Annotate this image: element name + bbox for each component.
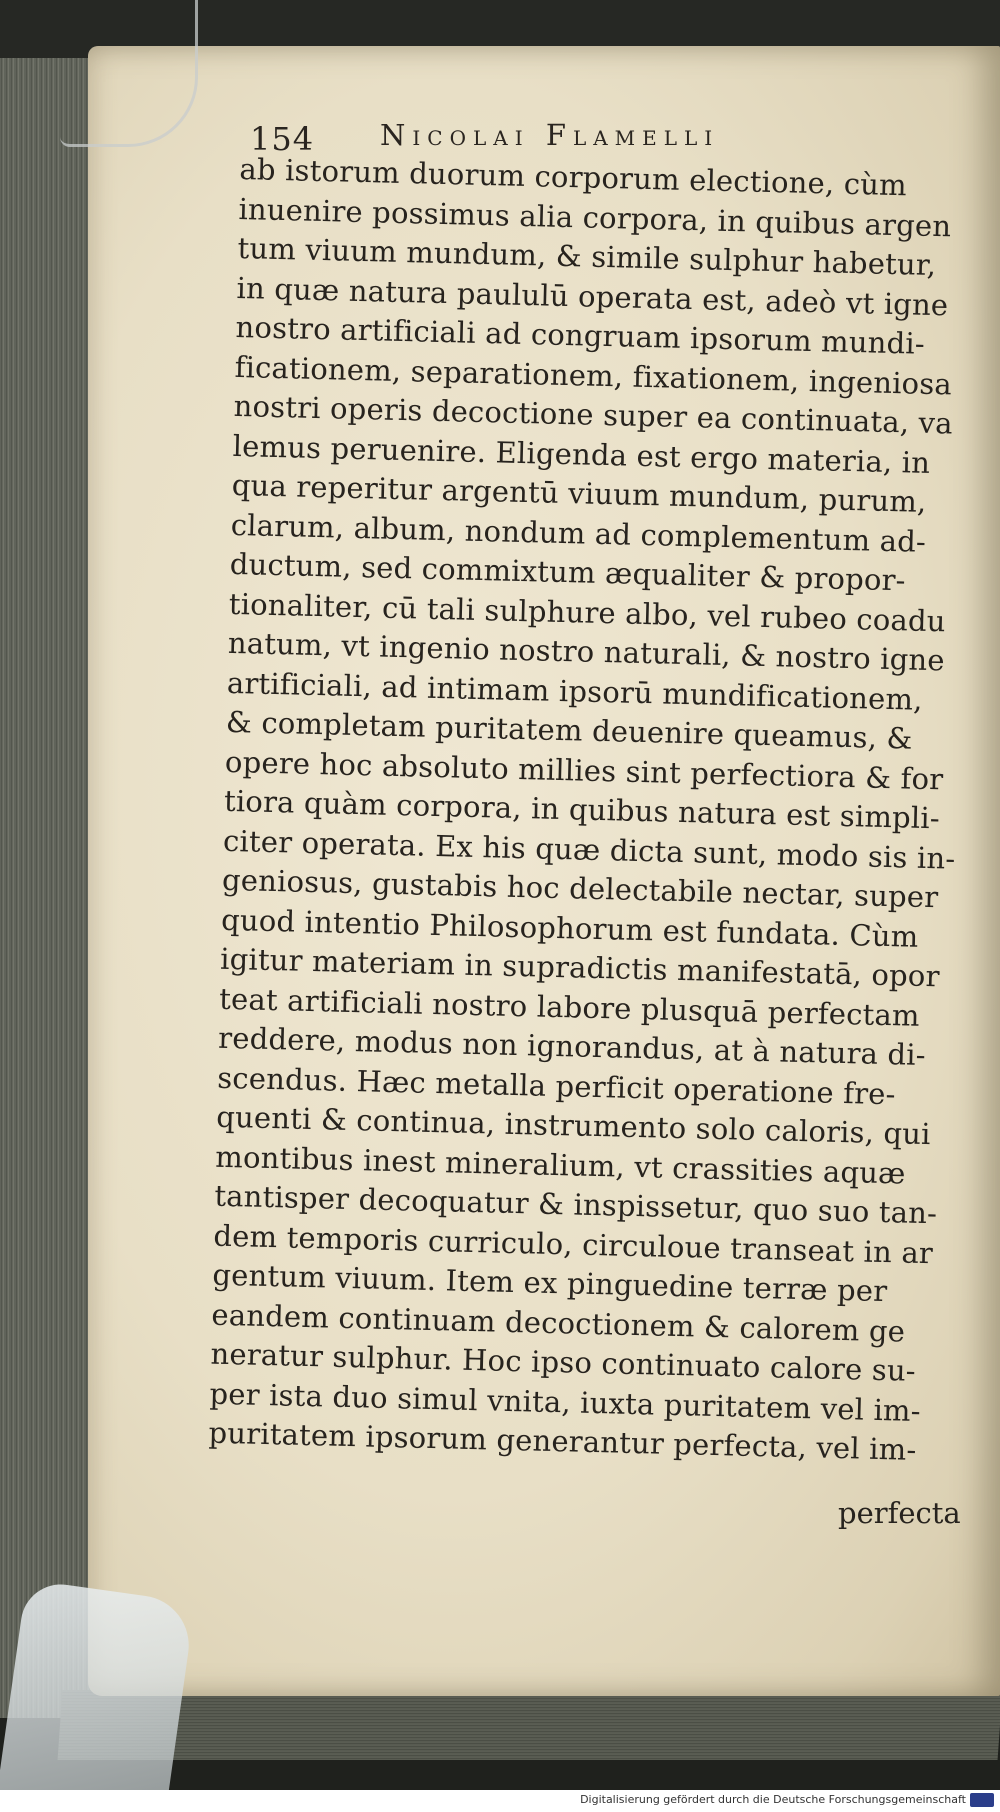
text-line: quod intentio Philosophorum est fundata. Cùm (220, 902, 919, 954)
catchword: perfecta (838, 1496, 961, 1530)
page-header (250, 112, 870, 158)
text-line: igitur materiam in supradictis manifestatā, opor (219, 941, 941, 994)
text-line: per ista duo simul vnita, iuxta puritatem vel im- (209, 1376, 922, 1428)
text-line: ficationem, separationem, fixationem, ingeniosa (234, 349, 953, 401)
text-line: tum viuum mundum, & simile sulphur habetur, (237, 230, 937, 283)
text-line: citer operata. Ex his quæ dicta sunt, modo sis in- (222, 823, 956, 876)
footer-bar (0, 1790, 1000, 1812)
text-line: tiora quàm corpora, in quibus natura est simpli- (223, 783, 941, 836)
text-line: artificiali, ad intimam ipsorū mundificationem, (226, 665, 924, 717)
text-line: montibus inest mineralium, vt crassities aquæ (214, 1139, 906, 1191)
book-fore-edge (0, 58, 95, 1718)
text-line: & completam puritatem deuenire queamus, & (225, 704, 913, 756)
text-line: reddere, modus non ignorandus, at à natura di- (217, 1020, 927, 1073)
dfg-logo-icon (970, 1793, 994, 1807)
running-title: Nicolai Flamelli (380, 118, 720, 152)
text-line: eandem continuam decoctionem & calorem ge (211, 1297, 906, 1349)
text-line: tantisper decoquatur & inspissetur, quo suo tan- (214, 1178, 938, 1231)
text-line: in quæ natura paululū operata est, adeò vt igne (236, 270, 949, 322)
page-number: 154 (250, 120, 315, 158)
page-clip-top (60, 0, 198, 147)
text-line: dem temporis curriculo, circuloue transeat in ar (213, 1218, 934, 1270)
body-text (208, 150, 960, 1471)
text-line: ductum, sed commixtum æqualiter & propor- (229, 546, 907, 598)
book-bottom-edge (58, 1690, 1000, 1760)
text-line: natum, vt ingenio nostro naturali, & nostro igne (227, 625, 946, 678)
text-line: ab istorum duorum corporum electione, cùm (239, 151, 908, 203)
text-line: clarum, album, nondum ad complementum ad- (230, 507, 927, 559)
page-clip-bottom (0, 1579, 195, 1790)
text-line: gentum viuum. Item ex pinguedine terræ per (212, 1257, 888, 1309)
text-line: quenti & continua, instrumento solo caloris, qui (215, 1099, 932, 1152)
text-line: inuenire possimus alia corpora, in quibus argen (238, 191, 952, 243)
text-line: puritatem ipsorum generantur perfecta, vel im- (208, 1415, 917, 1467)
text-line: teat artificiali nostro labore plusquā perfectam (218, 981, 921, 1033)
text-line: lemus peruenire. Eligenda est ergo materia, in (232, 428, 931, 480)
text-line: neratur sulphur. Hoc ipso continuato calore su- (210, 1336, 917, 1388)
text-line: geniosus, gustabis hoc delectabile nectar, super (221, 862, 939, 915)
text-line: nostro artificiali ad congruam ipsorum mundi- (235, 309, 926, 361)
text-line: nostri operis decoctione super ea continuata, va (233, 388, 954, 441)
text-line: opere hoc absoluto millies sint perfectiora & for (224, 744, 944, 796)
text-line: qua reperitur argentū viuum mundum, purum, (231, 467, 927, 519)
text-line: tionaliter, cū tali sulphure albo, vel rubeo coadu (228, 586, 947, 638)
footer-credit: Digitalisierung gefördert durch die Deutsche Forschungsgemeinschaft (580, 1793, 966, 1806)
text-line: scendus. Hæc metalla perficit operatione fre- (216, 1060, 897, 1111)
